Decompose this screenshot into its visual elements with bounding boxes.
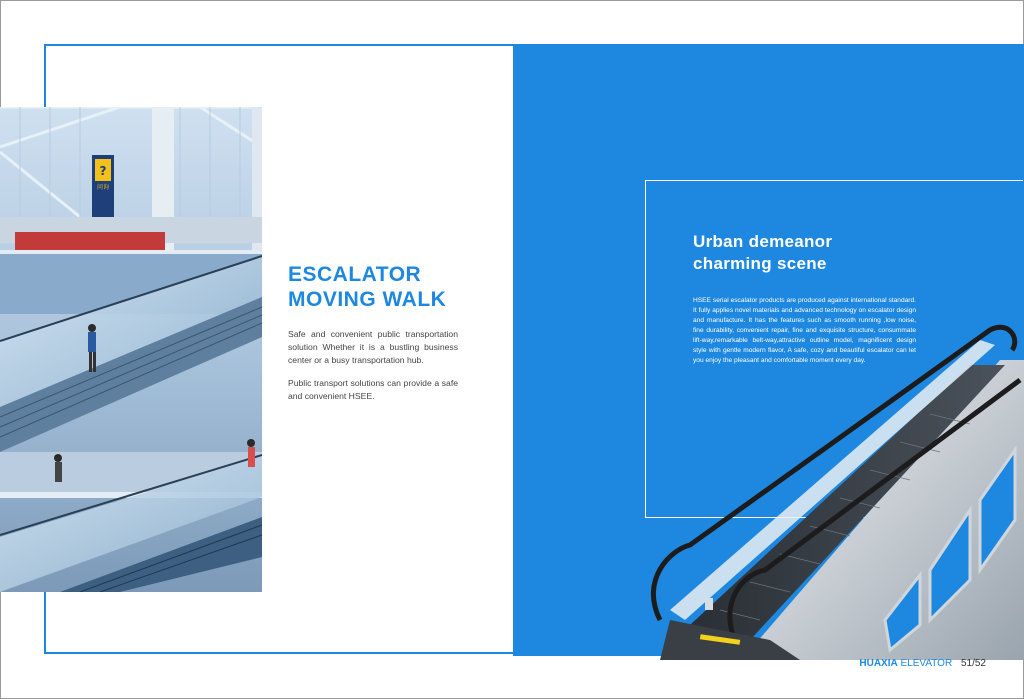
tagline-line-1: Urban demeanor xyxy=(693,232,833,251)
tagline xyxy=(693,231,832,275)
footer-brand-suffix: ELEVATOR xyxy=(900,658,953,669)
page-number: 51/52 xyxy=(960,658,986,669)
escalator-photo xyxy=(0,107,262,592)
headline-line-1: ESCALATOR xyxy=(288,263,422,286)
footer-brand: HUAXIA xyxy=(859,658,898,669)
tagline-line-2: charming scene xyxy=(693,254,827,273)
footer xyxy=(859,658,986,669)
headline-line-2: MOVING WALK xyxy=(288,288,447,311)
escalator-illustration xyxy=(600,320,1024,660)
paragraph-1: Safe and convenient public transportation solution Whether it is a bustling business center or a busy transportation hub. xyxy=(288,329,458,365)
description: HSEE serial escalator products are produced against international standard. It fully applies novel materials and advanced technology on escalator design and manufacture. It has the features such as smooth running ,low noise, fine durability, convenient repair, fine and exquisite structure, consummate lift-way,remarkable belt-way,attractive outline model, magnificent design style with gentle modern flavor, A safe, cozy and beautiful escalator can let you enjoy the pleasant and comfortable moment every day. xyxy=(693,297,916,364)
headline xyxy=(288,262,446,312)
svg-text:?: ? xyxy=(99,164,107,178)
paragraph-2: Public transport solutions can provide a safe and convenient HSEE. xyxy=(288,378,458,401)
sign-text: 问询 xyxy=(96,184,110,191)
